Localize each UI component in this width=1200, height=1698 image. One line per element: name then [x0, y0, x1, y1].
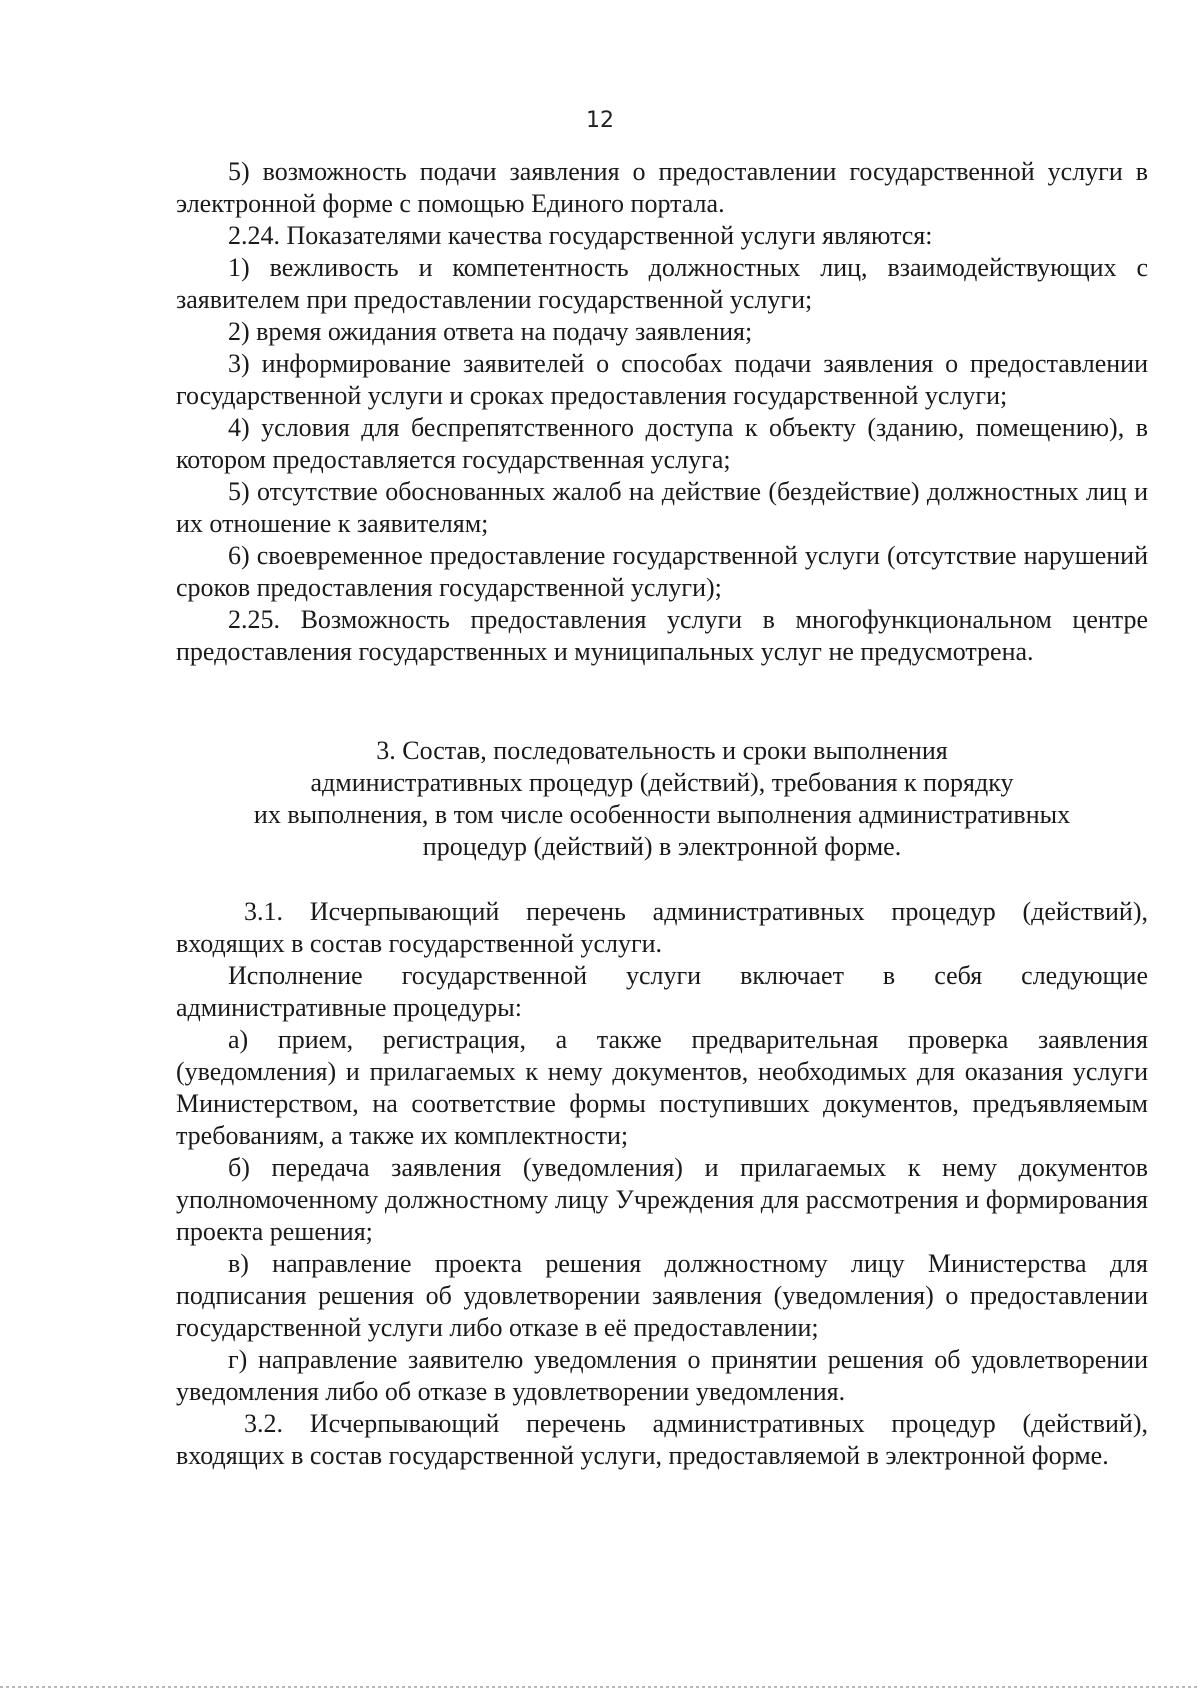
paragraph: а) прием, регистрация, а также предварительная проверка заявления (уведомления) и прилагаемых к нему документов, необходимых для оказания услуги Министерством, на соответствие формы поступивших документов, предъявляемым требованиям, а также их комплектности; — [176, 1025, 1148, 1150]
heading-line: процедур (действий) в электронной форме. — [422, 832, 902, 861]
paragraph: в) направление проекта решения должностному лицу Министерства для подписания решения об удовлетворении заявления (уведомления) о предоставлении государственной услуги либо отказе в её предоставлении; — [176, 1249, 1148, 1342]
paragraph: 6) своевременное предоставление государственной услуги (отсутствие нарушений сроков предоставления государственной услуги); — [176, 541, 1148, 602]
paragraph: б) передача заявления (уведомления) и прилагаемых к нему документов уполномоченному должностному лицу Учреждения для рассмотрения и формирования проекта решения; — [176, 1153, 1148, 1246]
section-heading — [176, 735, 1148, 863]
paragraph: 5) отсутствие обоснованных жалоб на действие (бездействие) должностных лиц и их отношение к заявителям; — [176, 477, 1148, 538]
paragraph: г) направление заявителю уведомления о принятии решения об удовлетворении уведомления либо об отказе в удовлетворении уведомления. — [176, 1345, 1148, 1406]
paragraph: 3.2. Исчерпывающий перечень административных процедур (действий), входящих в состав государственной услуги, предоставляемой в электронной форме. — [176, 1409, 1148, 1470]
paragraph: 5) возможность подачи заявления о предоставлении государственной услуги в электронной форме с помощью Единого портала. — [176, 157, 1148, 218]
paragraph: 1) вежливость и компетентность должностных лиц, взаимодействующих с заявителем при предоставлении государственной услуги; — [176, 253, 1148, 314]
heading-line: их выполнения, в том числе особенности выполнения административных — [253, 800, 1071, 829]
paragraph: Исполнение государственной услуги включает в себя следующие административные процедуры: — [176, 961, 1148, 1022]
heading-line: административных процедур (действий), требования к порядку — [310, 768, 1014, 797]
paragraph: 2) время ожидания ответа на подачу заявления; — [228, 317, 753, 346]
paragraph: 3.1. Исчерпывающий перечень административных процедур (действий), входящих в состав государственной услуги. — [176, 897, 1148, 958]
paragraph: 2.25. Возможность предоставления услуги в многофункциональном центре предоставления государственных и муниципальных услуг не предусмотрена. — [176, 605, 1148, 666]
scan-edge-line — [0, 1686, 1200, 1688]
page-number: 12 — [586, 108, 614, 133]
paragraph: 4) условия для беспрепятственного доступа к объекту (зданию, помещению), в котором предоставляется государственная услуга; — [176, 413, 1148, 474]
paragraph: 3) информирование заявителей о способах подачи заявления о предоставлении государственной услуги и сроках предоставления государственной услуги; — [176, 349, 1148, 410]
paragraph: 2.24. Показателями качества государственной услуги являются: — [228, 221, 933, 250]
heading-line: 3. Состав, последовательность и сроки выполнения — [376, 736, 948, 765]
text-block-procedures — [176, 896, 1148, 1472]
text-block-quality-indicators — [176, 156, 1148, 668]
